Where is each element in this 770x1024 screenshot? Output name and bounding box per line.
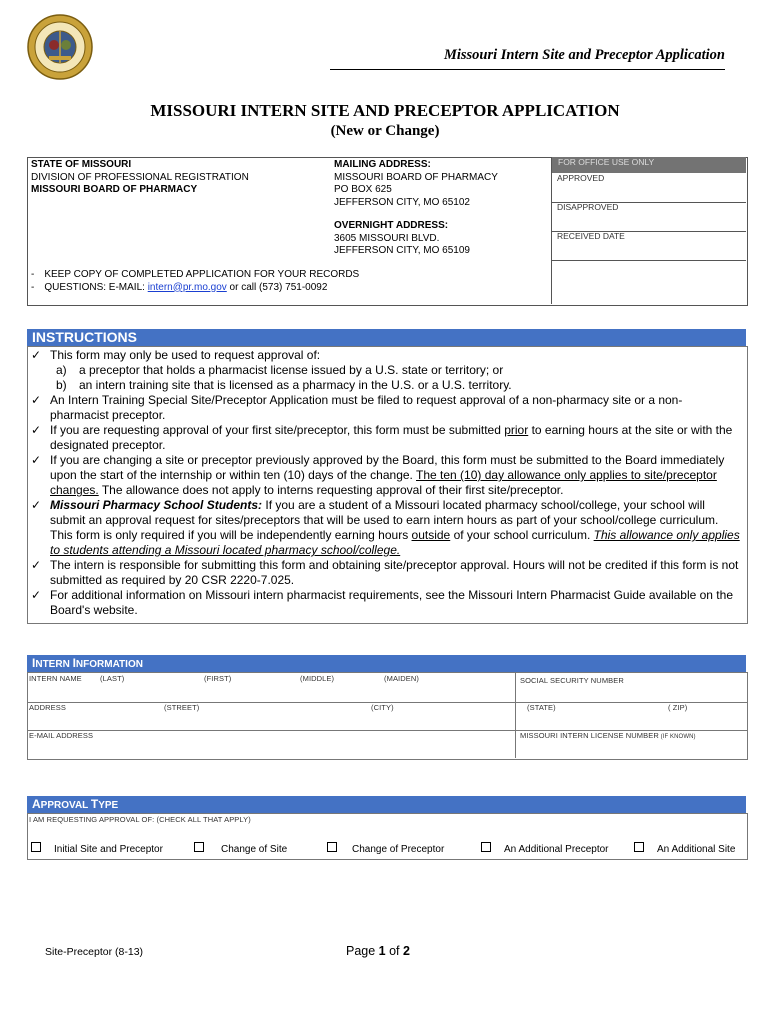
mailing-label: MAILING ADDRESS:: [334, 159, 431, 170]
dash-2: -: [31, 281, 35, 293]
page-subtitle: (New or Change): [330, 123, 440, 139]
requesting-label: I AM REQUESTING APPROVAL OF: (CHECK ALL THAT APPLY): [29, 815, 251, 824]
instruction-item: ✓ An Intern Training Special Site/Preceptor Application must be filed to request approval of a non-pharmacy site or a non-pharmacist preceptor.: [31, 393, 683, 422]
instruction-item: ✓ The intern is responsible for submitting this form and obtaining site/preceptor approval. Hours will not be credited if this form is not submitted as required by 20 CSR 2220-7.025.: [31, 558, 739, 587]
instruction-item: ✓ Missouri Pharmacy School Students: If you are a student of a Missouri located pharmacy school/college, your school will submit an approval request for sites/preceptors that will be used to earn intern hours as part of your school/college curriculum. This form is only required if you will be independently earning hours outside of your school curriculum. This allowance only applies to students attending a Missouri located pharmacy school/college.: [31, 498, 740, 557]
checkbox[interactable]: [327, 842, 337, 852]
check-icon: ✓: [31, 558, 42, 572]
option-additional-site[interactable]: An Additional Site: [634, 842, 735, 855]
approval-type-heading: APPROVAL TYPE: [27, 796, 746, 813]
city-label: (CITY): [371, 703, 394, 712]
ssn-label: SOCIAL SECURITY NUMBER: [520, 676, 624, 685]
email-address-field[interactable]: [29, 740, 513, 756]
zip-label: ( ZIP): [668, 703, 688, 712]
instructions-heading: INSTRUCTIONS: [27, 329, 746, 346]
overnight-label: OVERNIGHT ADDRESS:: [334, 220, 449, 231]
email-link[interactable]: intern@pr.mo.gov: [147, 281, 227, 293]
office-approved: APPROVED: [557, 173, 605, 183]
intern-col-rule: [515, 672, 516, 758]
license-number-field[interactable]: [518, 740, 744, 756]
page-title: MISSOURI INTERN SITE AND PRECEPTOR APPLICATION: [150, 101, 620, 120]
overnight-line2: JEFFERSON CITY, MO 65109: [334, 245, 470, 256]
street-label: (STREET): [164, 703, 200, 712]
option-additional-preceptor[interactable]: An Additional Preceptor: [481, 842, 609, 855]
check-icon: ✓: [31, 423, 42, 437]
mailing-line3: JEFFERSON CITY, MO 65102: [334, 196, 470, 208]
mailing-line2: PO BOX 625: [334, 184, 392, 195]
intern-name-label: INTERN NAME: [29, 674, 82, 683]
mailing-address: [334, 159, 498, 209]
missouri-seal-icon: [27, 14, 93, 80]
office-disapproved: DISAPPROVED: [557, 202, 619, 212]
office-use-header: FOR OFFICE USE ONLY: [552, 157, 746, 173]
header-rule: [330, 69, 725, 70]
overnight-line1: 3605 MISSOURI BLVD.: [334, 232, 440, 244]
check-icon: ✓: [31, 498, 42, 512]
middle-name-label: (MIDDLE): [300, 674, 335, 683]
email-address-label: E-MAIL ADDRESS: [29, 731, 94, 740]
option-initial-site-preceptor[interactable]: Initial Site and Preceptor: [31, 842, 163, 855]
page-number: Page 1 of 2: [346, 944, 410, 958]
check-icon: ✓: [31, 393, 42, 407]
instruction-subitem: a) a preceptor that holds a pharmacist license issued by a U.S. state or territory; or: [56, 363, 504, 377]
instruction-item: ✓ This form may only be used to request approval of:: [31, 348, 321, 362]
mailing-line1: MISSOURI BOARD OF PHARMACY: [334, 171, 498, 183]
dash-1: -: [31, 269, 35, 280]
option-change-of-site[interactable]: Change of Site: [194, 842, 287, 855]
last-name-label: (LAST): [100, 674, 125, 683]
checkbox[interactable]: [194, 842, 204, 852]
questions-prefix: QUESTIONS: E-MAIL:: [44, 281, 148, 293]
questions-suffix: or call (573) 751-0092: [226, 281, 328, 293]
instruction-item: ✓ If you are requesting approval of your first site/preceptor, this form must be submitted prior to earning hours at the site or with the designated preceptor.: [31, 423, 733, 452]
state-label: (STATE): [527, 703, 556, 712]
keep-copy-note: KEEP COPY OF COMPLETED APPLICATION FOR YOUR RECORDS: [44, 269, 360, 280]
ssn-field[interactable]: [518, 685, 744, 701]
check-icon: ✓: [31, 348, 42, 362]
intern-info-heading: INTERN INFORMATION: [27, 655, 746, 672]
agency-block: [31, 159, 249, 197]
check-icon: ✓: [31, 588, 42, 602]
running-title: Missouri Intern Site and Preceptor Application: [443, 47, 725, 63]
office-received-date: RECEIVED DATE: [557, 231, 625, 241]
address-field[interactable]: [29, 712, 513, 729]
checkbox[interactable]: [481, 842, 491, 852]
office-rule-3: [552, 260, 746, 261]
checkbox[interactable]: [31, 842, 41, 852]
instructions-list: [28, 348, 740, 618]
instruction-subitem: b) an intern training site that is licensed as a pharmacy in the U.S. or a U.S. territory.: [56, 378, 512, 392]
license-number-label: MISSOURI INTERN LICENSE NUMBER (IF KNOWN): [520, 731, 696, 740]
option-change-of-preceptor[interactable]: Change of Preceptor: [327, 842, 444, 855]
agency-line3: MISSOURI BOARD OF PHARMACY: [31, 184, 198, 195]
check-icon: ✓: [31, 453, 42, 467]
state-zip-field[interactable]: [518, 712, 744, 729]
maiden-name-label: (MAIDEN): [384, 674, 419, 683]
instruction-item: ✓ If you are changing a site or preceptor previously approved by the Board, this form must be submitted to the Board immediately upon the start of the internship or within ten (10) days of the change. The ten (10) day allowance only applies to site/preceptor changes. The allowance does not apply to interns requesting approval of their first site/preceptor.: [31, 453, 725, 497]
agency-line1: STATE OF MISSOURI: [31, 159, 132, 170]
notes-block: [31, 269, 359, 294]
intern-name-field[interactable]: [29, 683, 513, 701]
instruction-item: ✓ For additional information on Missouri intern pharmacist requirements, see the Missouri Intern Pharmacist Guide available on the Board's website.: [31, 588, 733, 617]
checkbox[interactable]: [634, 842, 644, 852]
agency-line2: DIVISION OF PROFESSIONAL REGISTRATION: [31, 171, 249, 183]
form-id: Site-Preceptor (8-13): [45, 946, 144, 958]
first-name-label: (FIRST): [204, 674, 232, 683]
address-label: ADDRESS: [29, 703, 66, 712]
overnight-address: [334, 220, 470, 258]
